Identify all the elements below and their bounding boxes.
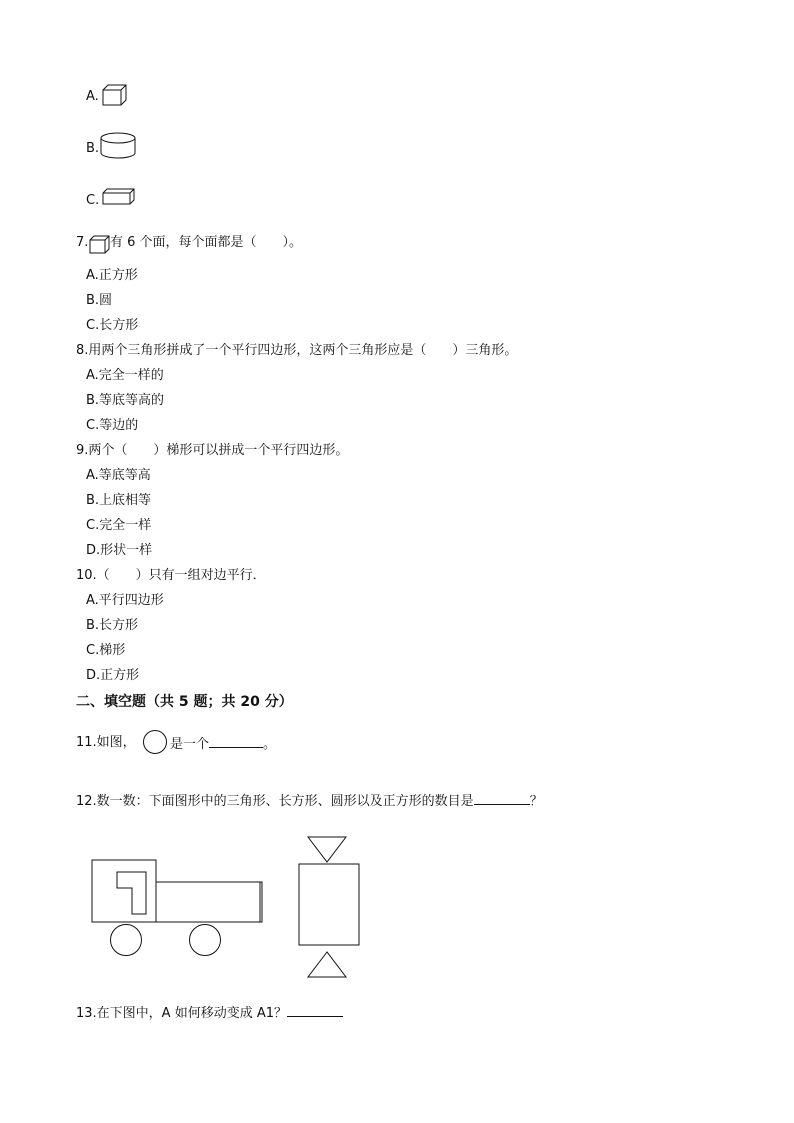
question-10-text: 10.（ ）只有一组对边平行． — [76, 568, 266, 583]
section-heading: 二、填空题（共 5 题；共 20 分） — [76, 694, 293, 710]
question-11-suffix — [170, 735, 276, 753]
option-label: A. — [86, 89, 99, 104]
question-7-text: 有 6 个面，每个面都是（ ）。 — [110, 235, 303, 250]
q9-option-d[interactable]: D.形状一样 — [86, 543, 153, 558]
answer-blank[interactable] — [474, 792, 530, 805]
question-8-text: 8.用两个三角形拼成了一个平行四边形，这两个三角形应是（ ）三角形。 — [76, 343, 518, 358]
q7-option-b[interactable]: B.圆 — [86, 293, 113, 308]
question-11-prefix: 11.如图， — [76, 735, 136, 750]
q8-option-a[interactable]: A.完全一样的 — [86, 368, 164, 383]
question-12-end: ？ — [529, 794, 543, 809]
option-label: B. — [86, 141, 100, 156]
circle-icon — [142, 729, 168, 755]
q9-option-b[interactable]: B.上底相等 — [86, 493, 152, 508]
question-13 — [76, 1004, 343, 1022]
cylinder-icon — [99, 131, 137, 161]
question-13-text: 13.在下图中，A 如何移动变成 A1？ — [76, 1006, 287, 1021]
answer-blank[interactable] — [209, 735, 263, 748]
q9-option-c[interactable]: C.完全一样 — [86, 518, 152, 533]
q10-option-b[interactable]: B.长方形 — [86, 618, 139, 633]
answer-blank[interactable] — [287, 1004, 343, 1017]
cube-icon — [89, 235, 111, 254]
q6-option-a[interactable] — [86, 89, 99, 105]
hourglass-figure — [296, 834, 364, 980]
truck-figure — [88, 856, 268, 960]
q8-option-c[interactable]: C.等边的 — [86, 418, 139, 433]
q10-option-a[interactable]: A.平行四边形 — [86, 593, 164, 608]
question-9-text: 9.两个（ ）梯形可以拼成一个平行四边形。 — [76, 443, 349, 458]
q8-option-b[interactable]: B.等底等高的 — [86, 393, 165, 408]
q7-option-c[interactable]: C.长方形 — [86, 318, 139, 333]
option-label: C. — [86, 193, 100, 208]
question-12-text: 12.数一数：下面图形中的三角形、长方形、圆形以及正方形的数目是 — [76, 794, 474, 809]
q9-option-a[interactable]: A.等底等高 — [86, 468, 151, 483]
q6-option-c[interactable] — [86, 193, 99, 209]
question-7 — [76, 235, 88, 251]
question-number: 7. — [76, 235, 89, 250]
q6-option-b[interactable] — [86, 141, 99, 157]
question-11-end: 。 — [263, 737, 277, 752]
q10-option-d[interactable]: D.正方形 — [86, 668, 140, 683]
question-12 — [76, 792, 543, 810]
q7-option-a[interactable]: A.正方形 — [86, 268, 138, 283]
question-11-text: 是一个 — [170, 737, 210, 752]
q10-option-c[interactable]: C.梯形 — [86, 643, 126, 658]
cube-icon — [102, 84, 128, 106]
cuboid-icon — [102, 188, 136, 205]
